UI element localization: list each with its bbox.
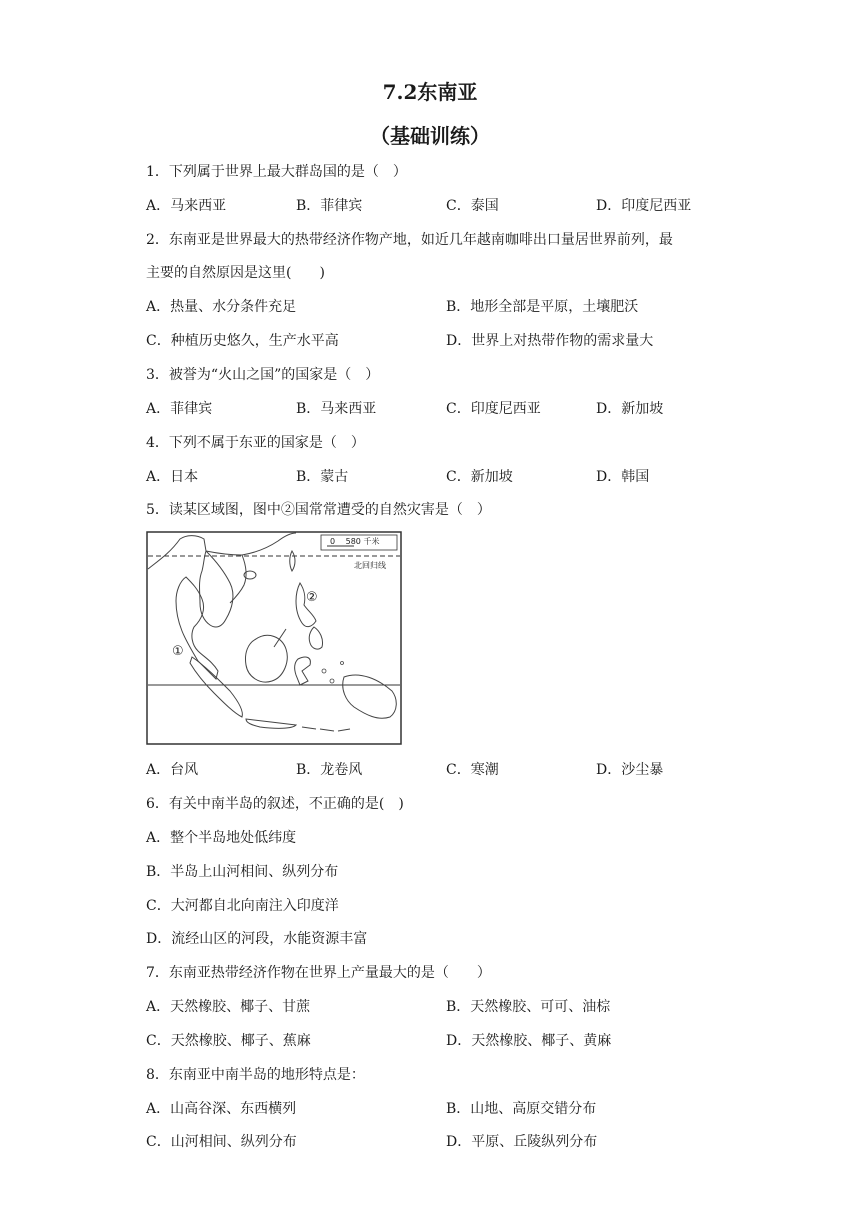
question-3-stem: 3．被誉为“火山之国”的国家是（ ）: [146, 367, 380, 383]
q7-option-a: A．天然橡胶、椰子、甘蔗: [146, 999, 311, 1015]
q8-option-c: C．山河相间、纵列分布: [146, 1134, 297, 1150]
page-subtitle: （基础训练）: [370, 124, 490, 148]
q5-option-b: B．龙卷风: [296, 762, 363, 778]
q2-option-a: A．热量、水分条件充足: [146, 299, 297, 315]
question-2-stem-cont: 主要的自然原因是这里( ): [146, 265, 325, 281]
q6-option-d: D．流经山区的河段，水能资源丰富: [146, 931, 368, 947]
question-2-stem: 2．东南亚是世界最大的热带经济作物产地，如近几年越南咖啡出口量居世界前列，最: [146, 232, 673, 248]
q7-option-b: B．天然橡胶、可可、油棕: [446, 999, 611, 1015]
q1-option-d: D．印度尼西亚: [596, 198, 692, 214]
q5-option-c: C．寒潮: [446, 762, 499, 778]
question-7-stem: 7．东南亚热带经济作物在世界上产量最大的是（ ）: [146, 965, 491, 981]
q3-option-c: C．印度尼西亚: [446, 401, 541, 417]
question-8-stem: 8．东南亚中南半岛的地形特点是：: [146, 1067, 365, 1083]
q8-option-a: A．山高谷深、东西横列: [146, 1101, 297, 1117]
q1-option-c: C．泰国: [446, 198, 499, 214]
q1-option-a: A．马来西亚: [146, 198, 227, 214]
question-4-stem: 4．下列不属于东亚的国家是（ ）: [146, 435, 365, 451]
q6-option-a: A．整个半岛地处低纬度: [146, 830, 297, 846]
q3-option-d: D．新加坡: [596, 401, 664, 417]
q6-option-b: B．半岛上山河相间、纵列分布: [146, 864, 339, 880]
q7-option-c: C．天然橡胶、椰子、蕉麻: [146, 1033, 311, 1049]
q4-option-b: B．蒙古: [296, 469, 349, 485]
q8-option-b: B．山地、高原交错分布: [446, 1101, 597, 1117]
question-1-stem: 1．下列属于世界上最大群岛国的是（ ）: [146, 164, 407, 180]
map-marker-1: ①: [172, 644, 184, 659]
q1-option-b: B．菲律宾: [296, 198, 363, 214]
question-5-stem: 5．读某区域图，图中②国常常遭受的自然灾害是（ ）: [146, 502, 491, 518]
map-marker-2: ②: [306, 590, 318, 605]
question-6-stem: 6．有关中南半岛的叙述，不正确的是( ): [146, 796, 404, 812]
q5-option-a: A．台风: [146, 762, 199, 778]
q8-option-d: D．平原、丘陵纵列分布: [446, 1134, 598, 1150]
q5-option-d: D．沙尘暴: [596, 762, 664, 778]
q2-option-c: C．种植历史悠久，生产水平高: [146, 333, 339, 349]
q4-option-c: C．新加坡: [446, 469, 513, 485]
q3-option-b: B．马来西亚: [296, 401, 377, 417]
tropic-label: 北回归线: [354, 561, 386, 570]
page-title: 7.2东南亚: [382, 80, 478, 104]
q2-option-b: B．地形全部是平原，土壤肥沃: [446, 299, 639, 315]
scale-label: 0 580 千米: [330, 537, 380, 546]
q7-option-d: D．天然橡胶、椰子、黄麻: [446, 1033, 612, 1049]
q6-option-c: C．大河都自北向南注入印度洋: [146, 898, 339, 914]
q4-option-a: A．日本: [146, 469, 199, 485]
southeast-asia-map: [146, 531, 402, 745]
q4-option-d: D．韩国: [596, 469, 650, 485]
q3-option-a: A．菲律宾: [146, 401, 213, 417]
q2-option-d: D．世界上对热带作物的需求量大: [446, 333, 654, 349]
